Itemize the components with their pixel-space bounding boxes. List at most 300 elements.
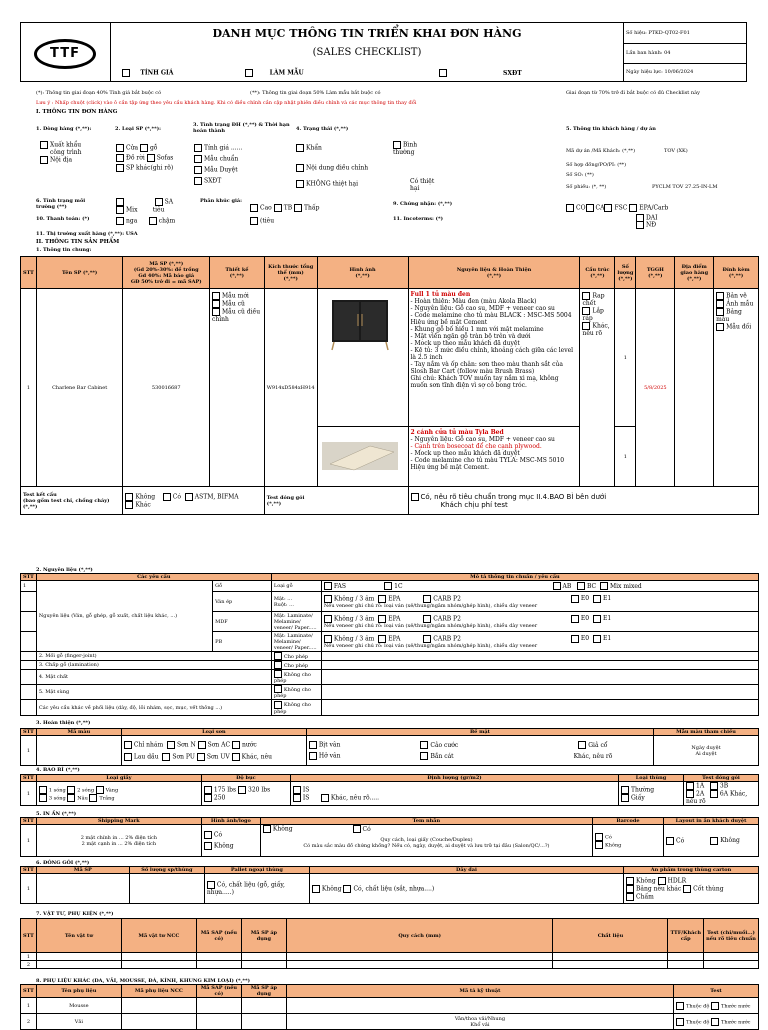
test-opt-row	[125, 493, 261, 501]
f9-opt-label: DAI	[646, 214, 658, 222]
paint-opt-label: Lau dầu	[133, 753, 159, 760]
fin-col-stt: STT	[21, 729, 37, 736]
checkbox-icon[interactable]	[378, 635, 386, 643]
checkbox-icon[interactable]	[582, 322, 590, 330]
mat-extra-opt[interactable]	[271, 652, 321, 661]
checkbox-icon[interactable]	[411, 493, 419, 501]
checkbox-icon[interactable]	[232, 753, 240, 761]
finish1-line: - Mock up theo mẫu khách đã duyệt	[410, 340, 520, 347]
mat-extra-opt[interactable]	[271, 685, 321, 700]
checkbox-icon[interactable]	[232, 741, 240, 749]
checkbox-icon[interactable]	[710, 790, 718, 798]
barcode-opt-label: Không	[605, 842, 622, 848]
checkbox-icon[interactable]	[204, 842, 212, 850]
other-col: Mã SP áp dụng	[241, 985, 286, 998]
print-title: 5. IN ẤN (*,**)	[36, 811, 77, 817]
checkbox-icon[interactable]	[423, 615, 431, 623]
f2-opt-label: Sofas	[156, 154, 174, 162]
struct-opt[interactable]	[582, 307, 612, 322]
row-date: 5/8/2025	[636, 289, 675, 487]
load-col-strap: Dây đai	[309, 867, 623, 874]
struct-opt[interactable]	[582, 292, 612, 307]
mat-opt-label: Không / 3 âm	[333, 615, 375, 622]
cabinet-door-left	[334, 302, 359, 340]
checkbox-icon[interactable]	[250, 204, 258, 212]
checkbox-icon[interactable]	[125, 501, 133, 509]
f3-opt[interactable]	[194, 177, 264, 185]
test-drop-opt[interactable]	[441, 501, 756, 509]
checkbox-icon[interactable]	[716, 308, 724, 316]
checkbox-icon[interactable]	[293, 786, 301, 794]
f6-label: 6. Tính trạng môi trường (**)	[36, 198, 86, 210]
mat-extra-stt	[21, 670, 37, 685]
checkbox-icon[interactable]	[676, 1002, 684, 1010]
surface-opt-label: Bắn cát	[430, 752, 454, 760]
f3-opt-label: Mẫu Duyệt	[204, 166, 238, 174]
mat-extra-val	[321, 661, 758, 670]
checkbox-icon[interactable]	[593, 595, 601, 603]
checkbox-icon[interactable]	[629, 204, 637, 212]
checkbox-icon[interactable]	[621, 786, 629, 794]
gsm-opt[interactable]	[293, 794, 616, 802]
test-drop-opt[interactable]	[411, 493, 756, 501]
checkbox-icon[interactable]	[393, 141, 401, 149]
checkbox-icon[interactable]	[595, 833, 603, 841]
f9-opt-nd[interactable]	[636, 221, 656, 229]
mat-type: Mặt: Laminate/ Melamine/ veneer/ Paper.....	[271, 612, 321, 632]
checkbox-icon[interactable]	[238, 786, 246, 794]
other-stt: 1	[21, 998, 37, 1014]
checkbox-icon[interactable]	[296, 180, 304, 188]
hw-table	[20, 918, 759, 969]
opt-tinh-gia[interactable]	[122, 69, 173, 77]
checkbox-icon[interactable]	[309, 741, 317, 749]
opt-sxdt[interactable]	[439, 69, 522, 77]
load-col-qty: Số lượng sp/thùng	[129, 867, 204, 874]
checkbox-icon[interactable]	[586, 204, 594, 212]
checkbox-icon[interactable]	[604, 204, 612, 212]
mat-extra-opt[interactable]	[271, 700, 321, 716]
checkbox-icon[interactable]	[566, 204, 574, 212]
pack-test-label: 2A	[696, 790, 705, 798]
checkbox-icon[interactable]	[204, 794, 212, 802]
row-size: W914xD584xH914	[264, 289, 317, 487]
burst-opt-label: 175 lbs	[213, 786, 237, 793]
checkbox-icon[interactable]	[194, 155, 202, 163]
checkbox-icon[interactable]	[716, 300, 724, 308]
checkbox-icon[interactable]	[263, 825, 271, 833]
checkbox-icon[interactable]	[124, 753, 132, 761]
finish1-line: - Mặt viền ngăn gỗ tràn bộ trên và dưới	[410, 333, 531, 340]
f2-opt-row	[116, 154, 196, 162]
f3-opt[interactable]: Tính giá ......	[194, 144, 264, 152]
f1-opt-label: Nội địa	[50, 156, 73, 164]
checkbox-icon[interactable]	[324, 582, 332, 590]
checkbox-icon[interactable]	[676, 1018, 684, 1026]
pack-test-label: Khác, nêu rõ	[686, 790, 748, 805]
paint-opt-label: Sơn AC	[207, 741, 231, 748]
hw-cell	[704, 961, 759, 969]
checkbox-icon[interactable]	[116, 217, 124, 225]
checkbox-icon[interactable]	[194, 166, 202, 174]
other-spec: Vân/thoa vải/Nhung Khổ vải	[286, 1014, 673, 1030]
label-opt-row	[263, 825, 590, 833]
hw-col: Mã SAP (nếu có)	[196, 919, 241, 953]
fin-col-paint: Loại sơn	[121, 729, 306, 736]
f1-opt[interactable]	[40, 141, 110, 149]
checkbox-icon[interactable]	[207, 881, 215, 889]
checkbox-icon[interactable]	[384, 582, 392, 590]
other-cell	[196, 1014, 241, 1030]
checkbox-icon[interactable]	[198, 741, 206, 749]
f4-opt-damage[interactable]	[410, 178, 440, 192]
struct-opt[interactable]	[582, 322, 612, 337]
checkbox-icon[interactable]	[293, 794, 301, 802]
f3-opt[interactable]	[194, 155, 264, 163]
checkbox-icon[interactable]	[710, 837, 718, 845]
gsm-opt[interactable]	[293, 786, 616, 794]
f4-label: 4. Trạng thái (*,**)	[296, 126, 349, 132]
col-size: Kích thước tổng thể (mm) (*,**)	[264, 257, 317, 289]
row-code: 530016687	[123, 289, 210, 487]
checkbox-icon[interactable]	[626, 877, 634, 885]
checkbox-icon[interactable]	[420, 741, 428, 749]
checkbox-icon[interactable]	[274, 204, 282, 212]
finish1-line: Ghi chú: Khách TOV muốn tay nắm xi mạ, không muốn sơn tĩnh điện vì sợ cỏ bong tróc.	[410, 375, 559, 389]
mat-extra-stt	[21, 661, 37, 670]
checkbox-icon[interactable]	[582, 292, 590, 300]
f5-project: Mã dự án /Mã Khách: (*,**)	[566, 148, 636, 154]
f4-opt-normal[interactable]	[393, 141, 433, 156]
checkbox-icon[interactable]	[245, 69, 253, 77]
inside-opt-label: Không	[636, 877, 656, 884]
logo-opt[interactable]	[204, 831, 258, 839]
checkbox-icon[interactable]	[324, 595, 332, 603]
checkbox-icon[interactable]	[626, 885, 634, 893]
f4-options	[296, 144, 406, 188]
pack-paper	[36, 782, 201, 806]
checkbox-icon[interactable]	[39, 794, 47, 802]
mat-type: Mặt: Laminate/ Melamine/ veneer/ Paper.....	[271, 632, 321, 652]
f3-options	[194, 144, 264, 185]
attach-opt[interactable]	[716, 308, 756, 323]
attach-opt[interactable]	[716, 323, 756, 331]
checkbox-icon[interactable]	[343, 885, 351, 893]
checkbox-icon[interactable]	[711, 1018, 719, 1026]
checkbox-icon[interactable]	[711, 1002, 719, 1010]
checkbox-icon[interactable]	[40, 141, 48, 149]
f7-options	[250, 204, 360, 212]
f7-label: Phân khúc giá:	[200, 198, 243, 204]
doc-options	[111, 63, 624, 82]
design-opt[interactable]	[212, 308, 262, 323]
attach-opt-label: Mẫu đối	[726, 323, 752, 331]
design-opt[interactable]	[212, 292, 262, 300]
checkbox-icon[interactable]	[204, 831, 212, 839]
material-table	[20, 573, 759, 716]
pack-col-gsm: Định lượng (gr/m2)	[290, 775, 618, 782]
mat-sub: MDF	[213, 612, 272, 632]
mat-opt-label: Không / 3 âm	[333, 595, 375, 602]
checkbox-icon[interactable]	[162, 753, 170, 761]
inside-opt-row	[626, 885, 756, 893]
strap-no-label: Không	[321, 885, 342, 892]
surface-opt-label: Khác, nêu rõ	[573, 752, 613, 760]
checkbox-icon[interactable]	[666, 837, 674, 845]
paper-opt-label: 1 sóng	[48, 787, 66, 793]
checkbox-icon[interactable]	[378, 595, 386, 603]
checkbox-icon[interactable]	[40, 156, 48, 164]
f9-options	[566, 204, 696, 212]
surface-opt-row	[309, 752, 651, 760]
other-name: Vải	[36, 1014, 121, 1030]
checkbox-icon[interactable]	[571, 635, 579, 643]
strap-opt[interactable]	[312, 885, 621, 893]
checkbox-icon[interactable]	[116, 198, 124, 206]
checkbox-icon[interactable]	[185, 493, 193, 501]
f5-pyc-value: PYCLM TOV 27.25-IN-LM	[652, 184, 718, 190]
mat-opt-label: EPA	[388, 635, 401, 642]
finish2-title: 2 cánh cửa tủ màu Tyla Bed	[410, 429, 504, 436]
checkbox-icon[interactable]	[163, 493, 171, 501]
attach-opt[interactable]	[716, 292, 756, 300]
checkbox-icon[interactable]	[683, 885, 691, 893]
test-opt-label: Khác	[135, 501, 151, 508]
pallet-opt[interactable]	[207, 881, 307, 896]
checkbox-icon[interactable]	[686, 782, 694, 790]
checkbox-icon[interactable]	[716, 323, 724, 331]
checkbox-icon[interactable]	[89, 794, 97, 802]
other-col: Tên phụ liệu	[36, 985, 121, 998]
hw-cell	[121, 953, 196, 961]
checkbox-icon[interactable]	[353, 825, 361, 833]
checkbox-icon[interactable]	[116, 206, 124, 214]
checkbox-icon[interactable]	[140, 144, 148, 152]
opt-lam-mau[interactable]	[245, 69, 304, 77]
checkbox-icon[interactable]	[710, 782, 718, 790]
f9-opt-label: EPA/Carb	[639, 204, 669, 212]
f7-opt-label: (tiêu	[260, 217, 275, 225]
logo-opt[interactable]	[204, 842, 258, 850]
checkbox-icon[interactable]	[204, 786, 212, 794]
checkbox-icon[interactable]	[274, 701, 282, 709]
checkbox-icon[interactable]	[571, 615, 579, 623]
checkbox-icon[interactable]	[571, 595, 579, 603]
barcode-opt[interactable]	[595, 833, 661, 841]
f2-opt-label: SP khác(ghi rõ)	[126, 164, 174, 172]
other-col: Mã SAP (nếu có)	[196, 985, 241, 998]
checkbox-icon[interactable]	[116, 164, 124, 172]
checkbox-icon[interactable]	[626, 893, 634, 901]
attach-opt-label: Bản vẽ	[726, 292, 747, 300]
f2-options	[116, 144, 196, 172]
pack-gsm	[290, 782, 618, 806]
mat-extra-opt[interactable]	[271, 661, 321, 670]
mat-opt-label: Mix mixed	[609, 582, 642, 590]
other-test-row	[676, 1018, 756, 1026]
mat-stt: 1	[21, 581, 37, 592]
checkbox-icon[interactable]	[167, 741, 175, 749]
f2-opt-row	[116, 144, 196, 152]
row-qty-2: 1	[615, 427, 636, 487]
print-col-label: Tem nhãn	[260, 818, 592, 825]
test-label: Test kết cấu (bao gồm test chỉ, chống cháy) (*,**)	[21, 487, 123, 515]
checkbox-icon[interactable]	[122, 69, 130, 77]
finish2-line: - Cạnh trên bosecoat để che cạnh plywood.	[410, 443, 542, 450]
other-col: STT	[21, 985, 37, 998]
checkbox-icon[interactable]	[593, 635, 601, 643]
gsm-opt-label: Khác, nêu rõ.....	[330, 794, 380, 801]
checkbox-icon[interactable]	[67, 794, 75, 802]
pallet-opt-label: Có, chất liệu (gỗ, giấy, nhựa.....)	[206, 881, 285, 896]
inside-opt-label: Chấm	[636, 893, 654, 900]
checkbox-icon[interactable]	[212, 300, 220, 308]
f4-opt[interactable]	[296, 164, 406, 172]
checkbox-icon[interactable]	[294, 204, 302, 212]
load-strap	[309, 874, 623, 904]
pack-col-stt: STT	[21, 775, 37, 782]
f6-opt-label: tiêu	[152, 206, 165, 214]
pack-test-label: 6A	[719, 790, 729, 798]
checkbox-icon[interactable]	[577, 582, 585, 590]
design-opt[interactable]	[212, 300, 262, 308]
mat-extra-stt	[21, 700, 37, 716]
checkbox-icon[interactable]	[212, 308, 220, 316]
inside-opt-label: HDLR	[667, 877, 687, 884]
paper-opt-row	[39, 786, 199, 794]
f2-opt-label: gỗ	[149, 144, 158, 152]
mat-opt-label: Không / 3 âm	[333, 635, 375, 642]
section2-sub: 1. Thông tin chung:	[36, 247, 92, 253]
checkbox-icon[interactable]	[67, 786, 75, 794]
checkbox-icon[interactable]	[600, 582, 608, 590]
attach-opt-label: Bảng màu	[716, 308, 742, 323]
checkbox-icon[interactable]	[116, 144, 124, 152]
other-test-label: Thuộc độ	[686, 1003, 710, 1009]
checkbox-icon[interactable]	[378, 615, 386, 623]
checkbox-icon[interactable]	[124, 741, 132, 749]
print-label	[260, 825, 592, 857]
checkbox-icon[interactable]	[595, 841, 603, 849]
f3-opt[interactable]	[194, 166, 264, 174]
checkbox-icon[interactable]	[194, 144, 202, 152]
hw-stt: 1	[21, 953, 37, 961]
mat-extra-opt[interactable]	[271, 670, 321, 685]
checkbox-icon[interactable]	[116, 154, 124, 162]
checkbox-icon[interactable]	[582, 307, 590, 315]
checkbox-icon[interactable]	[274, 685, 282, 693]
row-stt: 1	[21, 289, 37, 487]
checkbox-icon[interactable]	[96, 786, 104, 794]
checkbox-icon[interactable]	[439, 69, 447, 77]
f7-opt-tieu[interactable]	[250, 217, 274, 225]
other-cell	[121, 998, 196, 1014]
checkbox-icon[interactable]	[194, 177, 202, 185]
checkbox-icon[interactable]	[149, 217, 157, 225]
checkbox-icon[interactable]	[212, 292, 220, 300]
fin-ref: Ngày duyệt Ai duyệt	[654, 736, 759, 766]
checkbox-icon[interactable]	[274, 670, 282, 678]
checkbox-icon[interactable]	[296, 164, 304, 172]
inside-opt-row	[626, 893, 756, 901]
checkbox-icon[interactable]	[274, 652, 282, 660]
row-image-2	[317, 427, 408, 487]
checkbox-icon[interactable]	[155, 198, 163, 206]
checkbox-icon[interactable]	[686, 790, 694, 798]
other-cell	[241, 998, 286, 1014]
test-opt-label: ASTM, BIFMA	[194, 493, 239, 500]
f4-opt[interactable]	[296, 180, 406, 188]
checkbox-icon[interactable]	[39, 786, 47, 794]
attach-opt[interactable]	[716, 300, 756, 308]
print-col-stt: STT	[21, 818, 37, 825]
f1-opt[interactable]	[40, 156, 110, 164]
checkbox-icon[interactable]	[197, 753, 205, 761]
mat-extra-stt	[21, 685, 37, 700]
hw-col: Chất liệu	[553, 919, 668, 953]
doc-effective: Ngày hiệu lực: 10/06/2024	[624, 63, 747, 82]
checkbox-icon[interactable]	[125, 493, 133, 501]
f6-opt-row	[116, 206, 196, 214]
fin-col-code: Mã màu	[36, 729, 121, 736]
mat-opt-label: AB	[562, 582, 572, 590]
paper-opt-label: 3 sóng	[48, 795, 66, 801]
col-date: TGGH (*,**)	[636, 257, 675, 289]
checkbox-icon[interactable]	[636, 221, 644, 229]
checkbox-icon[interactable]	[423, 595, 431, 603]
checkbox-icon[interactable]	[324, 635, 332, 643]
mat-extra-opt-label: Không cho phép	[273, 671, 311, 684]
f4-opt[interactable]	[296, 144, 406, 152]
mat-opt-label: E1	[602, 595, 612, 602]
hw-cell	[241, 953, 286, 961]
checkbox-icon[interactable]	[658, 877, 666, 885]
note-3: Giai đoạn từ 70% trở đi bắt buộc có đủ Checklist này	[566, 90, 700, 96]
finish1-line: Hiệu ứng bề mặt Cement	[410, 319, 488, 326]
checkbox-icon[interactable]	[321, 794, 329, 802]
box-opt[interactable]	[621, 786, 681, 794]
box-opt[interactable]	[621, 794, 681, 802]
f1-opt[interactable]	[50, 149, 110, 156]
checkbox-icon[interactable]	[423, 635, 431, 643]
checkbox-icon[interactable]	[296, 144, 304, 152]
checkbox-icon[interactable]	[324, 615, 332, 623]
load-stt: 1	[21, 874, 37, 904]
checkbox-icon[interactable]	[621, 794, 629, 802]
checkbox-icon[interactable]	[250, 217, 258, 225]
checkbox-icon[interactable]	[553, 582, 561, 590]
checkbox-icon[interactable]	[578, 741, 586, 749]
checkbox-icon[interactable]	[420, 752, 428, 760]
checkbox-icon[interactable]	[274, 661, 282, 669]
checkbox-icon[interactable]	[593, 615, 601, 623]
load-inside	[624, 874, 759, 904]
surface-opt-label: Bịt vân	[318, 741, 341, 749]
checkbox-icon[interactable]	[309, 752, 317, 760]
barcode-opt[interactable]	[595, 841, 661, 849]
other-stt: 2	[21, 1014, 37, 1030]
f4-opt-label: Nội dung điều chỉnh	[306, 164, 369, 172]
pack-title: 4. BAO BÌ (*,**)	[36, 767, 80, 773]
hw-cell	[36, 953, 121, 961]
checkbox-icon[interactable]	[716, 292, 724, 300]
cabinet-door-right	[361, 302, 386, 340]
checkbox-icon[interactable]	[312, 885, 320, 893]
hw-col: Mã SP áp dụng	[241, 919, 286, 953]
checkbox-icon[interactable]	[147, 154, 155, 162]
opt-lam-mau-label: LÀM MẪU	[269, 69, 304, 77]
load-table	[20, 866, 759, 904]
